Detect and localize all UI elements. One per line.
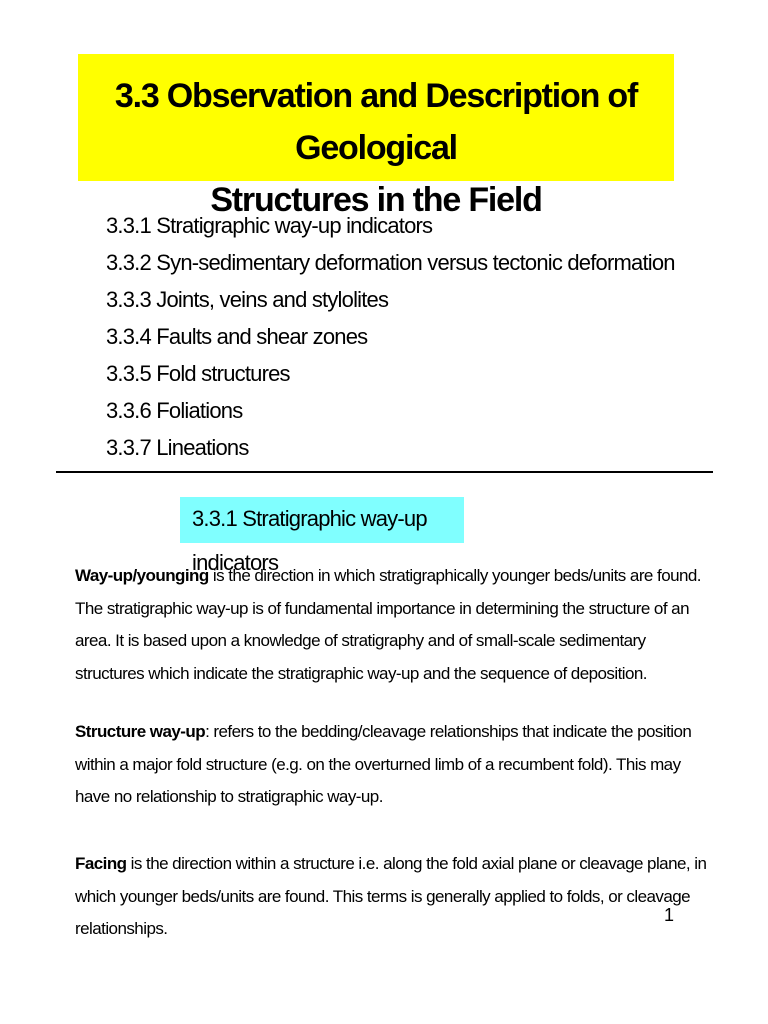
definition-way-up-younging: is the direction in which stratigraphically younger beds/units are found. The stratigraphic way-up is of fundamental importance in determining the structure of an area. It is based upon a knowledge of stratigraphy and of small-scale sedimentary structures which indicate the stratigraphic way-up and the sequence of deposition. (75, 566, 701, 683)
section-heading: 3.3.1 Stratigraphic way-up indicators (192, 506, 427, 575)
paragraph-structure-way-up (75, 716, 715, 814)
toc-item-3-3-6: 3.3.6 Foliations (106, 398, 243, 423)
horizontal-divider (56, 471, 713, 473)
term-structure-way-up: Structure way-up (75, 722, 206, 741)
toc-item-3-3-5: 3.3.5 Fold structures (106, 361, 290, 386)
toc-item-3-3-2: 3.3.2 Syn-sedimentary deformation versus tectonic deformation (106, 250, 675, 275)
definition-structure-way-up: : refers to the bedding/cleavage relationships that indicate the position within a major fold structure (e.g. on the overturned limb of a recumbent fold). This may have no relationship to stratigraphic way-up. (75, 722, 692, 806)
term-way-up-younging: Way-up/younging (75, 566, 209, 585)
toc-item-3-3-1: 3.3.1 Stratigraphic way-up indicators (106, 213, 433, 238)
paragraph-facing (75, 848, 715, 946)
definition-facing: is the direction within a structure i.e. along the fold axial plane or cleavage plane, in which younger beds/units are found. This terms is generally applied to folds, or cleavage relationships. (75, 854, 707, 938)
title-box (78, 54, 674, 219)
page-number: 1 (664, 905, 675, 925)
section-heading-box (180, 497, 464, 575)
table-of-contents (106, 207, 675, 466)
term-facing: Facing (75, 854, 127, 873)
toc-item-3-3-7: 3.3.7 Lineations (106, 435, 249, 460)
paragraph-way-up-younging (75, 560, 715, 690)
title-line-2: Structures in the Field (210, 181, 542, 219)
toc-item-3-3-3: 3.3.3 Joints, veins and stylolites (106, 287, 389, 312)
toc-item-3-3-4: 3.3.4 Faults and shear zones (106, 324, 368, 349)
title-line-1: 3.3 Observation and Description of Geological (114, 77, 638, 167)
